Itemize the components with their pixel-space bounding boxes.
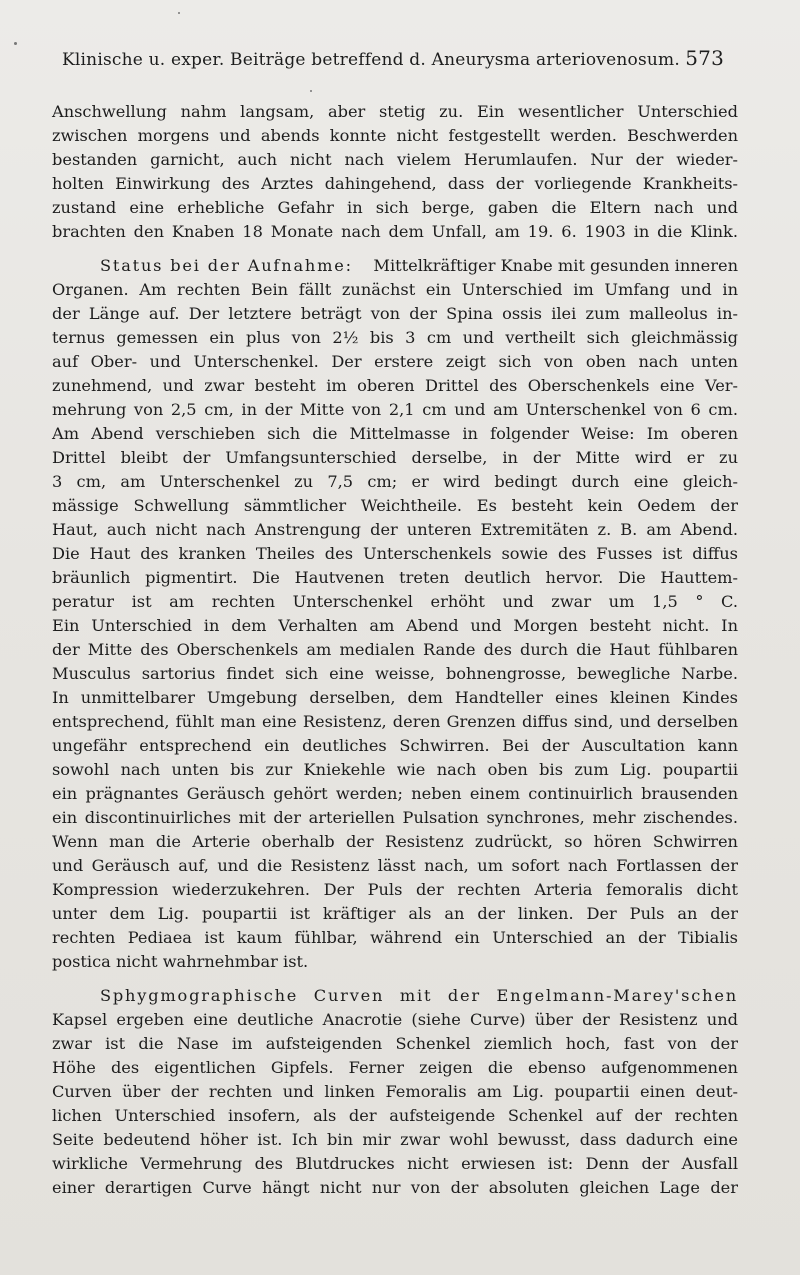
text-line: Die Haut des kranken Theiles des Unterschenkels sowie des Fusses ist diffus [52, 544, 738, 563]
text-line: rechten Pediaea ist kaum fühlbar, während ein Unterschied an der Tibialis [52, 928, 738, 947]
text-line: zwischen morgens und abends konnte nicht festgestellt werden. Beschwerden [52, 126, 738, 145]
text-line: auf Ober- und Unterschenkel. Der erstere zeigt sich von oben nach unten [52, 352, 738, 371]
running-title: Klinische u. exper. Beiträge betreffend d. Aneurysma arteriovenosum. [62, 50, 680, 70]
text-line: brachten den Knaben 18 Monate nach dem Unfall, am 19. 6. 1903 in die Klink. [52, 222, 738, 241]
text-line: zustand eine erhebliche Gefahr in sich berge, gaben die Eltern nach und [52, 198, 738, 217]
running-header [62, 46, 724, 76]
text-line: ein discontinuirliches mit der arteriellen Pulsation synchrones, mehr zischendes. [52, 808, 738, 827]
text-line: Kompression wiederzukehren. Der Puls der rechten Arteria femoralis dicht [52, 880, 738, 899]
text-line: bräunlich pigmentirt. Die Hautvenen treten deutlich hervor. Die Hauttem- [52, 568, 738, 587]
text-line: Höhe des eigentlichen Gipfels. Ferner zeigen die ebenso aufgenommenen [52, 1058, 738, 1077]
text-line: der Länge auf. Der letztere beträgt von der Spina ossis ilei zum malleolus in- [52, 304, 738, 323]
page-number: 573 [685, 46, 724, 70]
text-line: mehrung von 2,5 cm, in der Mitte von 2,1 cm und am Unterschenkel von 6 cm. [52, 400, 738, 419]
text-line: unter dem Lig. poupartii ist kräftiger als an der linken. Der Puls an der [52, 904, 738, 923]
section-lead-sphygmographische: Sphygmographische Curven mit der Engelmann-Marey'schen [100, 986, 738, 1005]
text-line: lichen Unterschied insofern, als der aufsteigende Schenkel auf der rechten [52, 1106, 738, 1125]
text-line: holten Einwirkung des Arztes dahingehend, dass der vorliegende Krankheits- [52, 174, 738, 193]
text-line: ein prägnantes Geräusch gehört werden; neben einem continuirlich brausenden [52, 784, 738, 803]
text-line: Am Abend verschieben sich die Mittelmasse in folgender Weise: Im oberen [52, 424, 738, 443]
text-line: bestanden garnicht, auch nicht nach vielem Herumlaufen. Nur der wieder- [52, 150, 738, 169]
text-line: zwar ist die Nase im aufsteigenden Schenkel ziemlich hoch, fast von der [52, 1034, 738, 1053]
text-line: Anschwellung nahm langsam, aber stetig zu. Ein wesentlicher Unterschied [52, 102, 738, 121]
text-line: einer derartigen Curve hängt nicht nur von der absoluten gleichen Lage der [52, 1178, 738, 1197]
text-line: der Mitte des Oberschenkels am medialen Rande des durch die Haut fühlbaren [52, 640, 738, 659]
text-line: Kapsel ergeben eine deutliche Anacrotie (siehe Curve) über der Resistenz und [52, 1010, 738, 1029]
text-line: wirkliche Vermehrung des Blutdruckes nicht erwiesen ist: Denn der Ausfall [52, 1154, 738, 1173]
text-line: Drittel bleibt der Umfangsunterschied derselbe, in der Mitte wird er zu [52, 448, 738, 467]
text-run: Mittelkräftiger Knabe mit gesunden inneren [373, 256, 738, 275]
text-line: zunehmend, und zwar besteht im oberen Drittel des Oberschenkels eine Ver- [52, 376, 738, 395]
text-line: Haut, auch nicht nach Anstrengung der unteren Extremitäten z. B. am Abend. [52, 520, 738, 539]
text-line: 3 cm, am Unterschenkel zu 7,5 cm; er wird bedingt durch eine gleich- [52, 472, 738, 491]
text-line: ungefähr entsprechend ein deutliches Schwirren. Bei der Auscultation kann [52, 736, 738, 755]
text-line: und Geräusch auf, und die Resistenz lässt nach, um sofort nach Fortlassen der [52, 856, 738, 875]
text-line: Curven über der rechten und linken Femoralis am Lig. poupartii einen deut- [52, 1082, 738, 1101]
text-line: Wenn man die Arterie oberhalb der Resistenz zudrückt, so hören Schwirren [52, 832, 738, 851]
ink-speck [310, 90, 312, 92]
text-line: peratur ist am rechten Unterschenkel erhöht und zwar um 1,5 ° C. [52, 592, 738, 611]
text-line: mässige Schwellung sämmtlicher Weichtheile. Es besteht kein Oedem der [52, 496, 738, 515]
text-line: ternus gemessen ein plus von 2½ bis 3 cm und vertheilt sich gleichmässig [52, 328, 738, 347]
text-line: postica nicht wahrnehmbar ist. [52, 952, 309, 971]
text-line: Musculus sartorius findet sich eine weisse, bohnengrosse, bewegliche Narbe. [52, 664, 738, 683]
text-line: Seite bedeutend höher ist. Ich bin mir zwar wohl bewusst, dass dadurch eine [52, 1130, 738, 1149]
text-line: Organen. Am rechten Bein fällt zunächst ein Unterschied im Umfang und in [52, 280, 738, 299]
paragraph-opening-line [100, 254, 738, 278]
text-line: Ein Unterschied in dem Verhalten am Abend und Morgen besteht nicht. In [52, 616, 738, 635]
ink-speck [14, 42, 17, 45]
text-line: In unmittelbarer Umgebung derselben, dem Handteller eines kleinen Kindes [52, 688, 738, 707]
section-lead-status: Status bei der Aufnahme: [100, 256, 353, 275]
text-line: sowohl nach unten bis zur Kniekehle wie nach oben bis zum Lig. poupartii [52, 760, 738, 779]
text-line: entsprechend, fühlt man eine Resistenz, deren Grenzen diffus sind, und derselben [52, 712, 738, 731]
ink-speck [178, 12, 180, 14]
